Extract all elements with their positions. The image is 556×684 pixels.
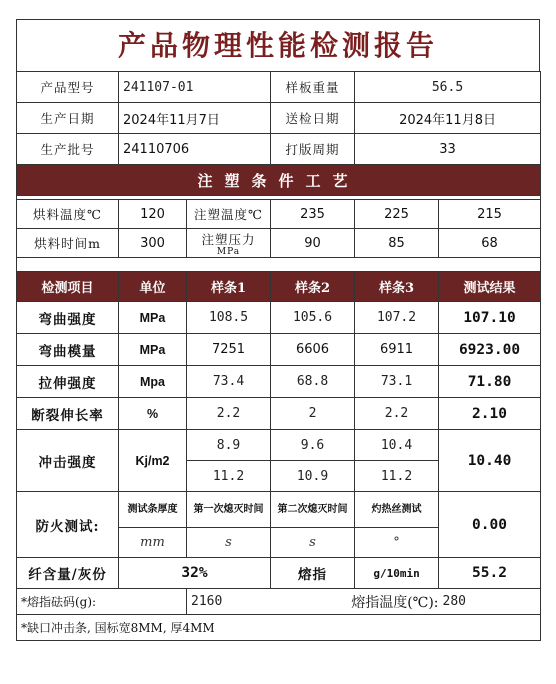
test-row [17,430,541,461]
flex-strength-result: 107.10 [439,302,541,334]
melt-temp-value: 280 [439,589,541,615]
test-row [17,398,541,430]
impact-a2: 9.6 [271,430,355,461]
dry-temp-value: 120 [119,200,187,229]
info-row [17,72,541,103]
flex-strength-s2: 105.6 [271,302,355,334]
fire-val1: mm [119,528,187,558]
inj-temp-1: 235 [271,200,355,229]
inj-pressure-label [187,229,271,258]
impact-b2: 10.9 [271,461,355,492]
fire-col2: 第一次熄灭时间 [187,492,271,528]
info-row [17,103,541,134]
impact-a1: 8.9 [187,430,271,461]
impact-unit: Kj/m2 [119,430,187,492]
fire-result: 0.00 [439,492,541,558]
test-row [17,366,541,398]
cycle-label: 打版周期 [271,134,355,165]
col-sample3: 样条3 [355,272,439,302]
test-header-row [17,272,541,302]
send-date-label: 送检日期 [271,103,355,134]
elongation-unit: % [119,398,187,430]
col-sample1: 样条1 [187,272,271,302]
fire-val2: s [187,528,271,558]
elongation-label: 断裂伸长率 [17,398,119,430]
report-table [16,71,541,641]
test-row [17,492,541,528]
dry-time-value: 300 [119,229,187,258]
batch-label: 生产批号 [17,134,119,165]
col-item: 检测项目 [17,272,119,302]
dry-time-label: 烘料时间m [17,229,119,258]
elongation-s1: 2.2 [187,398,271,430]
process-header: 注塑条件工艺 [17,165,541,196]
flex-modulus-s1: 7251 [187,334,271,366]
elongation-s3: 2.2 [355,398,439,430]
footer-note: *缺口冲击条, 国标宽8MM, 厚4MM [17,615,541,641]
inj-pressure-2: 85 [355,229,439,258]
flex-strength-unit: MPa [119,302,187,334]
fire-val4: ° [355,528,439,558]
melt-value: 55.2 [439,558,541,589]
impact-a3: 10.4 [355,430,439,461]
melt-weight-label: *熔指砝码(g): [17,589,187,615]
inj-pressure-unit: MPa [216,246,241,257]
impact-label: 冲击强度 [17,430,119,492]
footer-row [17,589,541,615]
tensile-unit: Mpa [119,366,187,398]
report-title: 产品物理性能检测报告 [16,19,540,71]
flex-modulus-s3: 6911 [355,334,439,366]
inj-pressure-3: 68 [439,229,541,258]
flex-modulus-result: 6923.00 [439,334,541,366]
fire-col4: 灼热丝测试 [355,492,439,528]
fire-col3: 第二次熄灭时间 [271,492,355,528]
tensile-result: 71.80 [439,366,541,398]
inj-pressure-1: 90 [271,229,355,258]
col-result: 测试结果 [439,272,541,302]
flex-strength-s1: 108.5 [187,302,271,334]
model-value: 241107-01 [119,72,271,103]
test-row [17,302,541,334]
tensile-s3: 73.1 [355,366,439,398]
col-unit: 单位 [119,272,187,302]
info-row [17,134,541,165]
model-label: 产品型号 [17,72,119,103]
flex-strength-label: 弯曲强度 [17,302,119,334]
flex-strength-s3: 107.2 [355,302,439,334]
fire-val3: s [271,528,355,558]
inj-pressure-text: 注塑压力 [201,231,256,247]
melt-weight-value: 2160 [187,589,271,615]
footer-row [17,615,541,641]
prod-date-label: 生产日期 [17,103,119,134]
col-sample2: 样条2 [271,272,355,302]
cycle-value: 33 [355,134,541,165]
process-row [17,200,541,229]
tensile-s1: 73.4 [187,366,271,398]
send-date-value: 2024年11月8日 [355,103,541,134]
elongation-result: 2.10 [439,398,541,430]
test-row [17,558,541,589]
impact-b3: 11.2 [355,461,439,492]
weight-value: 56.5 [355,72,541,103]
tensile-label: 拉伸强度 [17,366,119,398]
fire-label: 防火测试: [17,492,119,558]
inj-temp-label: 注塑温度℃ [187,200,271,229]
melt-unit: g/10min [355,558,439,589]
impact-b1: 11.2 [187,461,271,492]
tensile-s2: 68.8 [271,366,355,398]
elongation-s2: 2 [271,398,355,430]
weight-label: 样板重量 [271,72,355,103]
prod-date-value: 2024年11月7日 [119,103,271,134]
flex-modulus-unit: MPa [119,334,187,366]
batch-value: 24110706 [119,134,271,165]
process-row [17,229,541,258]
report-sheet [16,19,540,641]
inj-temp-3: 215 [439,200,541,229]
melt-label: 熔指 [271,558,355,589]
impact-result: 10.40 [439,430,541,492]
melt-temp-label: 熔指温度(℃): [271,589,439,615]
test-row [17,334,541,366]
fire-col1: 测试条厚度 [119,492,187,528]
flex-modulus-s2: 6606 [271,334,355,366]
flex-modulus-label: 弯曲模量 [17,334,119,366]
fiber-value: 32% [119,558,271,589]
inj-temp-2: 225 [355,200,439,229]
dry-temp-label: 烘料温度℃ [17,200,119,229]
fiber-label: 纤含量/灰份 [17,558,119,589]
